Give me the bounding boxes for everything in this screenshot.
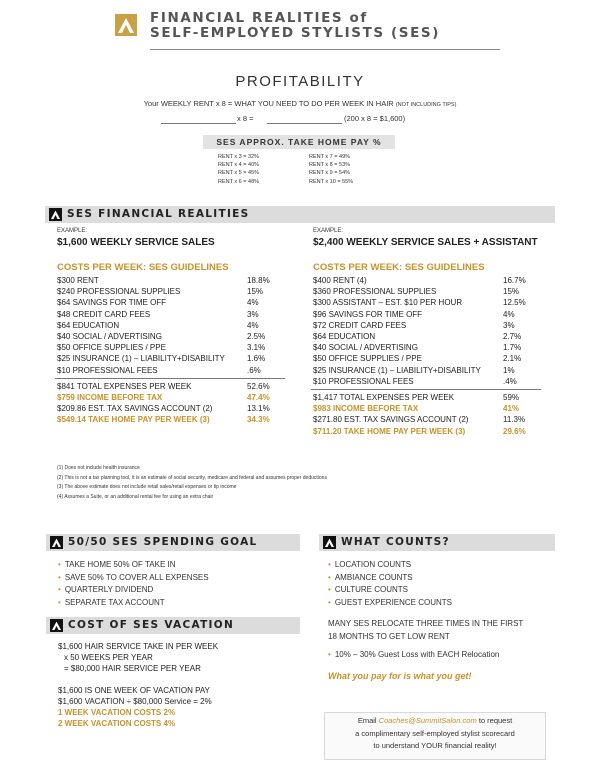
footnote: (1) Does not include health insurance [57, 465, 140, 471]
cost-percent: .6% [247, 365, 261, 375]
cost-row [57, 309, 297, 320]
total-label: $841 TOTAL EXPENSES PER WEEK [57, 381, 192, 391]
cost-percent: 2.7% [503, 332, 522, 341]
cost-percent: 4% [503, 309, 515, 319]
cost-row [313, 365, 553, 376]
rate-item: RENT x 10 = 55% [309, 178, 354, 185]
cost-label: $10 PROFESSIONAL FEES [313, 376, 414, 386]
cost-percent: 12.5% [503, 298, 526, 308]
cost-label: $25 INSURANCE (1) – LIABILITY+DISABILITY [313, 365, 481, 375]
footnote: (3) The above estimate does not include retail sales/retail expenses or tip income [57, 484, 237, 490]
cost-label: $64 EDUCATION [57, 320, 120, 330]
formula-example: (200 x 8 = $1,600) [344, 114, 406, 123]
mountain-icon [323, 536, 336, 549]
total-label: $711.20 TAKE HOME PAY PER WEEK (3) [313, 426, 466, 436]
rate-item: RENT x 4 = 40% [218, 162, 260, 169]
total-label: $209.86 EST. TAX SAVINGS ACCOUNT (2) [57, 404, 213, 414]
cost-percent: 4% [247, 320, 259, 330]
profitability-heading: PROFITABILITY [235, 73, 365, 90]
vacation-pay: $1,600 IS ONE WEEK OF VACATION PAY $1,600 VACATION ÷ $80,000 Service = 2% 1 WEEK VACATION COSTS 2% 2 WEEK VACATION COSTS 4% [58, 686, 212, 728]
logo-icon [115, 14, 137, 36]
take-home-heading: SES APPROX. TAKE HOME PAY % [203, 135, 395, 149]
cost-percent: 4% [247, 298, 259, 308]
list-item: • CULTURE COUNTS [328, 585, 408, 594]
total-row [57, 392, 297, 403]
realities-band [45, 206, 555, 223]
vacation-title: COST OF SES VACATION [68, 619, 235, 631]
cost-row [313, 342, 553, 353]
list-item: • QUARTERLY DIVIDEND [58, 585, 154, 594]
total-percent: 34.3% [247, 415, 270, 425]
blank-mid: x 8 = [237, 114, 254, 123]
cost-label: $400 RENT (4) [313, 276, 367, 285]
totals-divider [55, 378, 285, 379]
cost-percent: 18.8% [247, 276, 270, 285]
rent-formula-main: Your WEEKLY RENT x 8 = WHAT YOU NEED TO DO PER WEEK IN HAIR [143, 99, 394, 108]
cost-row [57, 275, 297, 286]
rate-item: RENT x 3 = 32% [218, 154, 260, 160]
total-percent: 29.6% [503, 426, 526, 436]
footnote: (2) This is not a tax planning tool, it is an estimate of social security, medicare and federal and assumes proper deductions [57, 474, 327, 481]
total-row [313, 426, 553, 437]
total-row [313, 403, 553, 414]
cost-percent: 1% [503, 365, 515, 375]
rate-item: RENT x 7 = 49% [309, 154, 351, 160]
rate-item: RENT x 6 = 48% [218, 178, 260, 185]
guest-loss: • 10% – 30% Guest Loss with EACH Relocation [328, 650, 500, 659]
cost-label: $240 PROFESSIONAL SUPPLIES [57, 287, 181, 297]
list-item: • SAVE 50% TO COVER ALL EXPENSES [58, 572, 209, 582]
left-example-title: $1,600 WEEKLY SERVICE SALES [57, 237, 215, 248]
cost-label: $96 SAVINGS FOR TIME OFF [313, 309, 423, 319]
cost-label: $48 CREDIT CARD FEES [57, 309, 151, 319]
blank-line-1 [161, 123, 236, 124]
rate-item: RENT x 9 = 54% [309, 170, 351, 177]
mountain-icon [49, 208, 62, 221]
total-percent: 41% [503, 404, 520, 414]
total-label: $1,417 TOTAL EXPENSES PER WEEK [313, 393, 455, 402]
email-link[interactable]: Coaches@SummitSalon.com [378, 716, 477, 725]
footnotes [57, 464, 327, 502]
cost-label: $72 CREDIT CARD FEES [313, 320, 407, 330]
spending-goal-band [46, 534, 300, 551]
cost-percent: 15% [503, 287, 520, 297]
cost-label: $50 OFFICE SUPPLIES / PPE [313, 354, 422, 364]
rent-formula-note: (NOT INCLUDING TIPS) [395, 102, 457, 108]
title-line-1: FINANCIAL REALITIES of [150, 10, 368, 26]
cost-label: $300 ASSISTANT – EST. $10 PER HOUR [313, 298, 463, 308]
document-title [150, 11, 440, 41]
cost-row [57, 286, 297, 297]
mountain-icon [50, 619, 63, 632]
relocate-text: MANY SES RELOCATE THREE TIMES IN THE FIRST 18 MONTHS TO GET LOW RENT [328, 619, 524, 641]
cost-label: $40 SOCIAL / ADVERTISING [57, 332, 162, 341]
cost-row [313, 286, 553, 297]
rates-left [218, 153, 259, 186]
rate-item: RENT x 8 = 53% [309, 162, 351, 169]
cost-row [313, 320, 553, 331]
promo-box [324, 712, 546, 760]
total-label: $983 INCOME BEFORE TAX [313, 404, 419, 414]
promo-line-3: to understand YOUR financial reality! [373, 741, 497, 750]
rates-right [309, 153, 353, 186]
cost-row [313, 331, 553, 342]
cost-label: $300 RENT [57, 276, 99, 285]
cost-row [57, 353, 297, 364]
total-row [57, 403, 297, 414]
cost-percent: 3% [247, 309, 259, 319]
realities-title: SES FINANCIAL REALITIES [67, 208, 250, 220]
right-cost-list [313, 275, 553, 475]
promo-line-1: Email Coaches@SummitSalon.com to request [357, 716, 513, 725]
what-counts-title: WHAT COUNTS? [341, 536, 450, 548]
total-row [57, 414, 297, 425]
cost-row [313, 353, 553, 364]
list-item: • AMBIANCE COUNTS [328, 572, 413, 582]
rent-formula [0, 99, 600, 108]
cost-percent: 15% [247, 287, 264, 297]
vacation-cost-2: 2 WEEK VACATION COSTS 4% [58, 719, 176, 728]
left-costs-heading: COSTS PER WEEK: SES GUIDELINES [57, 262, 229, 273]
right-costs-heading: COSTS PER WEEK: SES GUIDELINES [313, 262, 485, 273]
left-example-label: EXAMPLE: [57, 228, 88, 234]
totals-divider [311, 389, 541, 390]
cost-percent: .4% [503, 376, 517, 386]
cost-row [57, 320, 297, 331]
promo-line-2: a complimentary self-employed stylist scorecard [355, 728, 515, 738]
what-counts-band [319, 534, 555, 551]
total-row [313, 392, 553, 403]
cost-row [57, 365, 297, 376]
vacation-cost-1: 1 WEEK VACATION COSTS 2% [58, 708, 176, 717]
cost-row [313, 297, 553, 308]
cost-row [313, 309, 553, 320]
cost-row [313, 376, 553, 387]
what-counts-list [328, 559, 452, 609]
total-percent: 47.4% [247, 393, 270, 402]
blank-line-2 [267, 123, 342, 124]
right-example-title: $2,400 WEEKLY SERVICE SALES + ASSISTANT [313, 237, 538, 248]
list-item: • GUEST EXPERIENCE COUNTS [328, 597, 453, 607]
right-example-label: EXAMPLE: [313, 228, 344, 234]
cost-percent: 1.6% [247, 354, 266, 364]
list-item: • TAKE HOME 50% OF TAKE IN [58, 560, 176, 569]
cost-row [57, 331, 297, 342]
total-label: $549.14 TAKE HOME PAY PER WEEK (3) [57, 415, 210, 425]
total-percent: 59% [503, 393, 520, 402]
total-label: $271.80 EST. TAX SAVINGS ACCOUNT (2) [313, 415, 469, 425]
cost-percent: 16.7% [503, 276, 526, 285]
total-row [313, 414, 553, 425]
vacation-band [46, 617, 300, 634]
rate-item: RENT x 5 = 45% [218, 170, 260, 177]
cost-label: $360 PROFESSIONAL SUPPLIES [313, 287, 437, 297]
cost-percent: 2.5% [247, 332, 266, 341]
footnote: (4) Assumes a Suite, or an additional rental fee for using an extra chair [57, 493, 214, 500]
cost-percent: 2.1% [503, 354, 522, 364]
vacation-calc: $1,600 HAIR SERVICE TAKE IN PER WEEK x 50 WEEKS PER YEAR = $80,000 HAIR SERVICE PER YEAR [58, 642, 219, 673]
header-divider [150, 49, 500, 50]
cost-percent: 3.1% [247, 343, 266, 353]
cost-label: $64 SAVINGS FOR TIME OFF [57, 298, 167, 308]
spending-goal-list [58, 559, 209, 609]
mountain-icon [50, 536, 63, 549]
cost-percent: 1.7% [503, 343, 522, 353]
cost-label: $64 EDUCATION [313, 332, 376, 341]
total-label: $759 INCOME BEFORE TAX [57, 393, 163, 402]
tagline: What you pay for is what you get! [328, 671, 472, 681]
cost-label: $40 SOCIAL / ADVERTISING [313, 343, 418, 353]
list-item: • SEPARATE TAX ACCOUNT [58, 597, 165, 607]
cost-label: $25 INSURANCE (1) – LIABILITY+DISABILITY [57, 354, 225, 364]
title-line-2: SELF-EMPLOYED STYLISTS (SES) [150, 25, 441, 41]
total-percent: 52.6% [247, 381, 270, 391]
total-row [57, 381, 297, 392]
total-percent: 13.1% [247, 404, 270, 414]
cost-percent: 3% [503, 320, 515, 330]
spending-goal-title: 50/50 SES SPENDING GOAL [68, 536, 258, 548]
cost-label: $50 OFFICE SUPPLIES / PPE [57, 343, 166, 353]
cost-row [57, 297, 297, 308]
cost-row [57, 342, 297, 353]
list-item: • LOCATION COUNTS [328, 560, 412, 569]
cost-label: $10 PROFESSIONAL FEES [57, 365, 158, 375]
total-percent: 11.3% [503, 415, 526, 425]
cost-row [313, 275, 553, 286]
